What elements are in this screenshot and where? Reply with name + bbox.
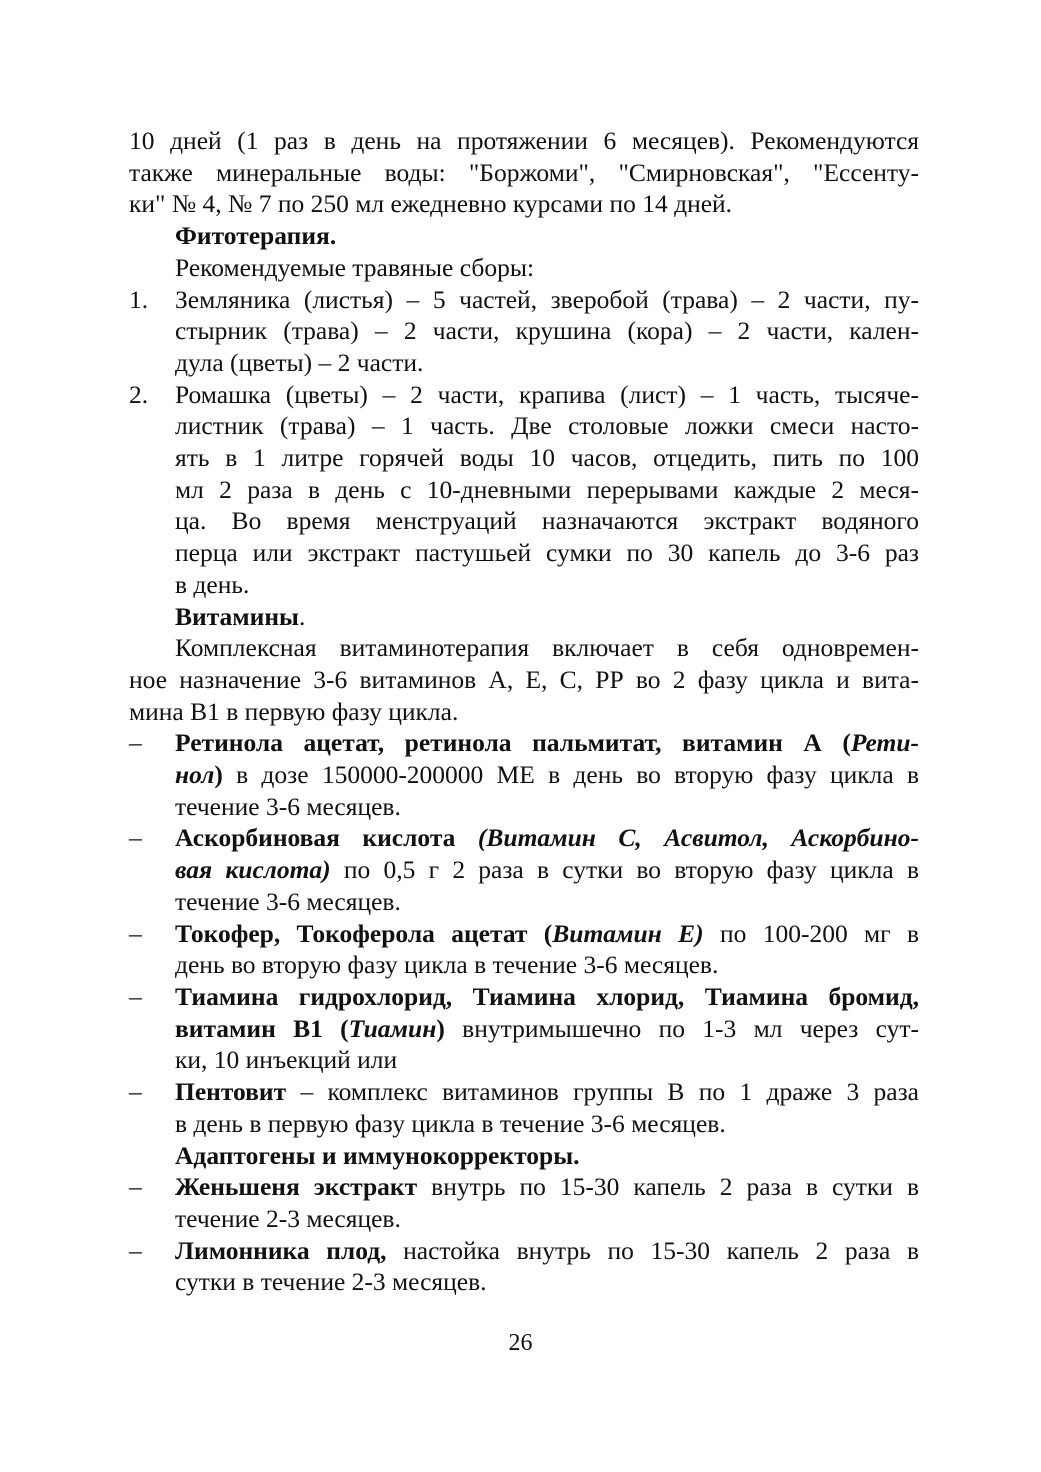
phyto-heading: Фитотерапия. [175,221,337,251]
list-marker: – [129,1077,142,1107]
text-line: листник (трава) – 1 часть. Две столовые ложки смеси насто- [175,411,919,441]
page-body [129,125,919,1298]
text-line: также минеральные воды: "Боржоми", "Смирновская", "Ессенту- [129,157,919,187]
list-marker: 1. [129,284,149,314]
text-line: стырник (трава) – 2 части, крушина (кора) – 2 части, кален- [175,316,919,346]
list-item [129,379,919,601]
text-line: Земляника (листья) – 5 частей, зверобой (трава) – 2 части, пу- [175,284,919,314]
list-item-ascorbic [129,822,919,917]
text-line: Пентовит – комплекс витаминов группы В по 1 драже 3 раза [175,1077,919,1107]
list-marker: – [129,823,142,853]
text-line: день во вторую фазу цикла в течение 3-6 месяцев. [175,950,719,980]
text-line: 10 дней (1 раз в день на протяжении 6 месяцев). Рекомендуются [129,126,919,155]
list-item-thiamine [129,981,919,1076]
adaptogens-heading: Адаптогены и иммунокорректоры. [175,1140,580,1170]
text-line: ять в 1 литре горячей воды 10 часов, отцедить, пить по 100 [175,443,919,473]
text-line: Ромашка (цветы) – 2 части, крапива (лист) – 1 часть, тысяче- [175,379,919,409]
text-line: мл 2 раза в день с 10-дневными перерывами каждые 2 меся- [175,474,919,504]
text-line: мина В1 в первую фазу цикла. [129,696,459,726]
text-line: течение 3-6 месяцев. [175,886,401,916]
text-line: течение 3-6 месяцев. [175,791,401,821]
list-item-schisandra [129,1235,919,1298]
text-line: течение 2-3 месяцев. [175,1203,401,1233]
text-line: Лимонника плод, настойка внутрь по 15-30 капель 2 раза в [175,1235,919,1265]
text-line: Аскорбиновая кислота (Витамин С, Асвитол, Аскорбино- [175,823,920,853]
list-marker: 2. [129,379,149,409]
list-item-tocopherol [129,918,919,981]
text-line: ца. Во время менструаций назначаются экстракт водяного [175,506,919,536]
list-marker: – [129,1172,142,1202]
text-line: в день в первую фазу цикла в течение 3-6 месяцев. [175,1108,726,1138]
intro-paragraph [129,125,919,220]
text-line: перца или экстракт пастушьей сумки по 30 капель до 3-6 раз [175,538,919,568]
text-line: Тиамина гидрохлорид, Тиамина хлорид, Тиамина бромид, [175,981,919,1011]
text-line: Ретинола ацетат, ретинола пальмитат, витамин А (Рети- [175,728,919,758]
text-line: дула (цветы) – 2 части. [175,347,424,377]
list-item-retinol [129,727,919,822]
text-line: ки, 10 инъекций или [175,1045,398,1075]
vitamins-heading: Витамины. [175,601,306,631]
phyto-intro: Рекомендуемые травяные сборы: [175,252,535,282]
text-line: вая кислота) по 0,5 г 2 раза в сутки во вторую фазу цикла в [175,855,919,885]
list-item [129,284,919,379]
text-line: ки" № 4, № 7 по 250 мл ежедневно курсами по 14 дней. [129,189,733,219]
text-line: нол) в дозе 150000-200000 МЕ в день во вторую фазу цикла в [175,760,919,790]
text-line: ное назначение 3-6 витаминов А, Е, С, РР во 2 фазу цикла и вита- [129,664,919,694]
vitamins-intro-paragraph [129,632,919,727]
text-line: Комплексная витаминотерапия включает в себя одновремен- [175,633,919,663]
text-line: Токофер, Токоферола ацетат (Витамин Е) по 100-200 мг в [175,918,919,948]
list-marker: – [129,918,142,948]
list-marker: – [129,981,142,1011]
list-marker: – [129,728,142,758]
list-item-pentovit [129,1076,919,1139]
list-item-ginseng [129,1171,919,1234]
text-line: сутки в течение 2-3 месяцев. [175,1267,487,1297]
text-line: Женьшеня экстракт внутрь по 15-30 капель 2 раза в сутки в [175,1172,919,1202]
text-line: витамин В1 (Тиамин) внутримышечно по 1-3 мл через сут- [175,1013,919,1043]
page-number: 26 [508,1330,533,1356]
text-line: в день. [175,569,250,599]
list-marker: – [129,1235,142,1265]
